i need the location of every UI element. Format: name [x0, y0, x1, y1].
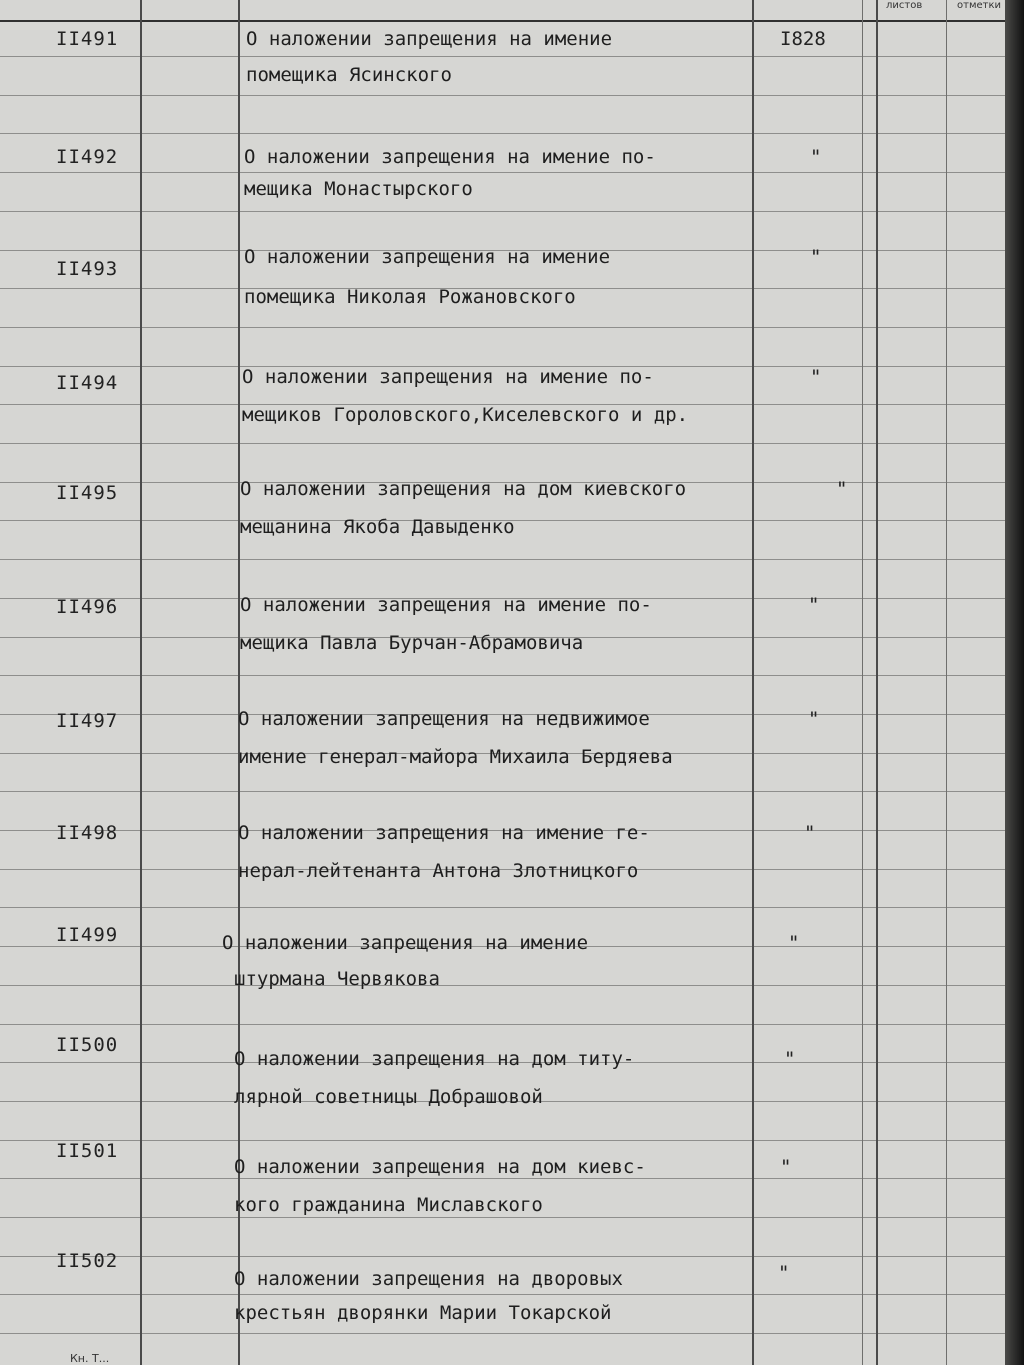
- entry-title-line-1: О наложении запрещения на недвижимое: [238, 708, 650, 730]
- entry-date: ": [804, 822, 816, 844]
- entry-title-line-2: крестьян дворянки Марии Токарской: [234, 1302, 612, 1324]
- column-divider-sheets: [876, 0, 878, 1365]
- ruled-line: [0, 675, 1010, 676]
- entry-number: II498: [56, 822, 119, 844]
- entry-title-line-1: О наложении запрещения на дом киевс-: [234, 1156, 646, 1178]
- entry-title-line-1: О наложении запрещения на имение по-: [244, 146, 656, 168]
- entry-title-line-2: мещика Монастырского: [244, 178, 473, 200]
- ruled-line: [0, 559, 1010, 560]
- ruled-line: [0, 56, 1010, 57]
- entry-title-line-1: О наложении запрещения на дворовых: [234, 1268, 623, 1290]
- entry-number: II501: [56, 1140, 119, 1162]
- column-divider-date-right: [862, 0, 863, 1365]
- entry-number: II495: [56, 482, 119, 504]
- ruled-line: [0, 1024, 1010, 1025]
- entry-title-line-1: О наложении запрещения на имение: [244, 246, 611, 268]
- entry-title-line-1: О наложении запрещения на дом киевского: [240, 478, 687, 500]
- ruled-line: [0, 172, 1010, 173]
- entry-title-line-2: имение генерал-майора Михаила Бердяева: [238, 746, 673, 768]
- entry-number: II499: [56, 924, 119, 946]
- ruled-line: [0, 443, 1010, 444]
- entry-date: ": [788, 932, 800, 954]
- column-divider-number: [140, 0, 142, 1365]
- entry-title-line-1: О наложении запрещения на имение по-: [240, 594, 652, 616]
- ruled-line: [0, 791, 1010, 792]
- entry-title-line-1: О наложении запрещения на имение: [246, 28, 613, 50]
- entry-number: II497: [56, 710, 119, 732]
- entry-title-line-2: мещанина Якоба Давыденко: [240, 516, 515, 538]
- entry-title-line-2: помещика Ясинского: [246, 64, 452, 86]
- entry-title-line-2: помещика Николая Рожановского: [244, 286, 576, 308]
- ruled-line: [0, 907, 1010, 908]
- entry-date: ": [810, 366, 822, 388]
- entry-number: II494: [56, 372, 119, 394]
- entry-date: ": [778, 1262, 790, 1284]
- entry-date: ": [810, 146, 822, 168]
- entry-title-line-2: мещика Павла Бурчан-Абрамовича: [240, 632, 584, 654]
- ruled-line: [0, 1178, 1010, 1179]
- entry-title-line-1: О наложении запрещения на дом титу-: [234, 1048, 635, 1070]
- footer-note: Кн. Т...: [70, 1352, 110, 1365]
- column-divider-date-left: [752, 0, 754, 1365]
- entry-date: ": [808, 708, 820, 730]
- ruled-line: [0, 1140, 1010, 1141]
- entry-number: II500: [56, 1034, 119, 1056]
- entry-date: ": [810, 246, 822, 268]
- ruled-line: [0, 327, 1010, 328]
- ruled-line: [0, 985, 1010, 986]
- entry-number: II502: [56, 1250, 119, 1272]
- ruled-line: [0, 1333, 1010, 1334]
- column-header-sheets: листов: [886, 0, 923, 11]
- entry-title-line-2: нерал-лейтенанта Антона Злотницкого: [238, 860, 639, 882]
- ruled-line: [0, 211, 1010, 212]
- entry-date: ": [836, 478, 848, 500]
- entry-title-line-2: кого гражданина Миславского: [234, 1194, 543, 1216]
- book-binding: [1005, 0, 1024, 1365]
- entry-title-line-2: мещиков Гороловского,Киселевского и др.: [242, 404, 689, 426]
- table-top-border: [0, 20, 1010, 22]
- entry-title-line-2: лярной советницы Добрашовой: [234, 1086, 543, 1108]
- ruled-line: [0, 1256, 1010, 1257]
- ruled-line: [0, 95, 1010, 96]
- ruled-line: [0, 133, 1010, 134]
- entry-number: II493: [56, 258, 119, 280]
- entry-title-line-1: О наложении запрещения на имение по-: [242, 366, 654, 388]
- ruled-line: [0, 1294, 1010, 1295]
- entry-title-line-1: О наложении запрещения на имение ге-: [238, 822, 650, 844]
- entry-title-line-1: О наложении запрещения на имение: [222, 932, 589, 954]
- entry-number: II496: [56, 596, 119, 618]
- ruled-line: [0, 1217, 1010, 1218]
- entry-date: ": [808, 594, 820, 616]
- column-header-notes: отметки: [957, 0, 1002, 11]
- entry-title-line-2: штурмана Червякова: [234, 968, 440, 990]
- entry-date: ": [780, 1156, 792, 1178]
- entry-date: I828: [780, 28, 826, 50]
- entry-number: II491: [56, 28, 119, 50]
- column-divider-notes: [946, 0, 947, 1365]
- entry-number: II492: [56, 146, 119, 168]
- entry-date: ": [784, 1048, 796, 1070]
